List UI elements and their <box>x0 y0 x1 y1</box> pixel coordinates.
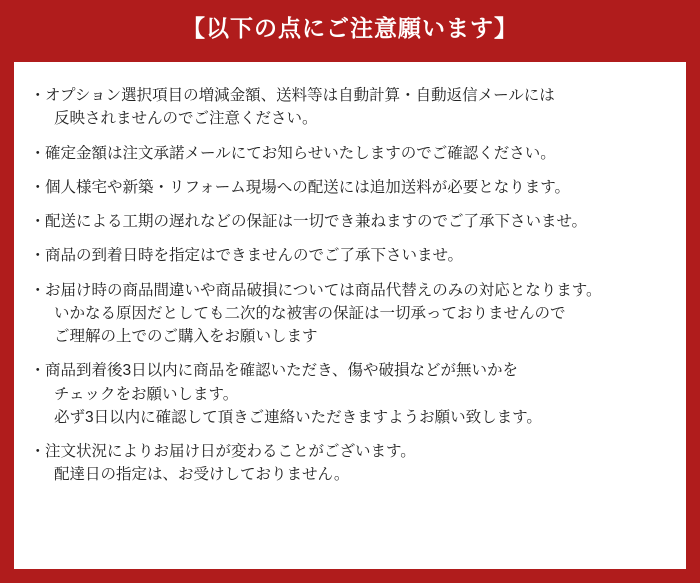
bullet-icon: ・ <box>30 247 46 265</box>
list-item <box>30 359 670 429</box>
list-item <box>30 279 670 349</box>
notice-line <box>30 406 670 429</box>
bullet-icon: ・ <box>30 213 46 230</box>
bullet-icon: ・ <box>30 178 46 196</box>
notice-line-text: お届け時の商品間違いや商品破損については商品代替えのみの対応となります。 <box>45 281 602 299</box>
notice-line-text: 配送による工期の遅れなどの保証は一切でき兼ねますのでご了承下さいませ。 <box>45 213 588 230</box>
notice-line <box>30 302 670 325</box>
page-title: 【以下の点にご注意願います】 <box>182 15 518 41</box>
bullet-icon: ・ <box>30 362 46 380</box>
notice-line-text: チェックをお願いします。 <box>54 385 239 403</box>
notice-list <box>14 62 686 569</box>
notice-line-text: 商品到着後3日以内に商品を確認いただき、傷や破損などが無いかを <box>45 362 519 380</box>
notice-line <box>30 359 670 382</box>
notice-line-text: 商品の到着日時を指定はできませんのでご了承下さいませ。 <box>45 247 464 265</box>
bullet-icon: ・ <box>30 87 46 104</box>
notice-line <box>30 244 670 267</box>
list-item <box>30 244 670 267</box>
notice-line-text: 確定金額は注文承諾メールにてお知らせいたしますのでご確認ください。 <box>45 144 556 162</box>
notice-line-text: 注文状況によりお届け日が変わることがございます。 <box>45 443 416 460</box>
notice-line <box>30 279 670 302</box>
notice-line <box>30 463 670 486</box>
notice-line <box>30 107 670 130</box>
list-item <box>30 84 670 131</box>
bullet-icon: ・ <box>30 281 46 299</box>
list-item <box>30 210 670 233</box>
notice-line-text: ご理解の上でのご購入をお願いします <box>54 328 318 345</box>
notice-line <box>30 210 670 233</box>
list-item <box>30 142 670 165</box>
notice-line <box>30 325 670 348</box>
notice-line-text: いかなる原因だとしても二次的な被害の保証は一切承っておりませんので <box>54 304 566 322</box>
notice-line-text: オプション選択項目の増減金額、送料等は自動計算・自動返信メールには <box>45 87 555 104</box>
list-item <box>30 440 670 487</box>
notice-line-text: 個人様宅や新築・リフォーム現場への配送には追加送料が必要となります。 <box>45 178 570 196</box>
bullet-icon: ・ <box>30 443 46 460</box>
notice-line <box>30 84 670 107</box>
notice-line <box>30 142 670 165</box>
notice-line-text: 反映されませんのでご注意ください。 <box>54 110 318 128</box>
notice-line <box>30 176 670 199</box>
notice-line <box>30 440 670 463</box>
notice-line-text: 配達日の指定は、お受けしておりません。 <box>54 466 350 484</box>
bullet-icon: ・ <box>30 144 46 162</box>
notice-line-text: 必ず3日以内に確認して頂きご連絡いただきますようお願い致します。 <box>54 408 542 426</box>
list-item <box>30 176 670 199</box>
notice-line <box>30 383 670 406</box>
